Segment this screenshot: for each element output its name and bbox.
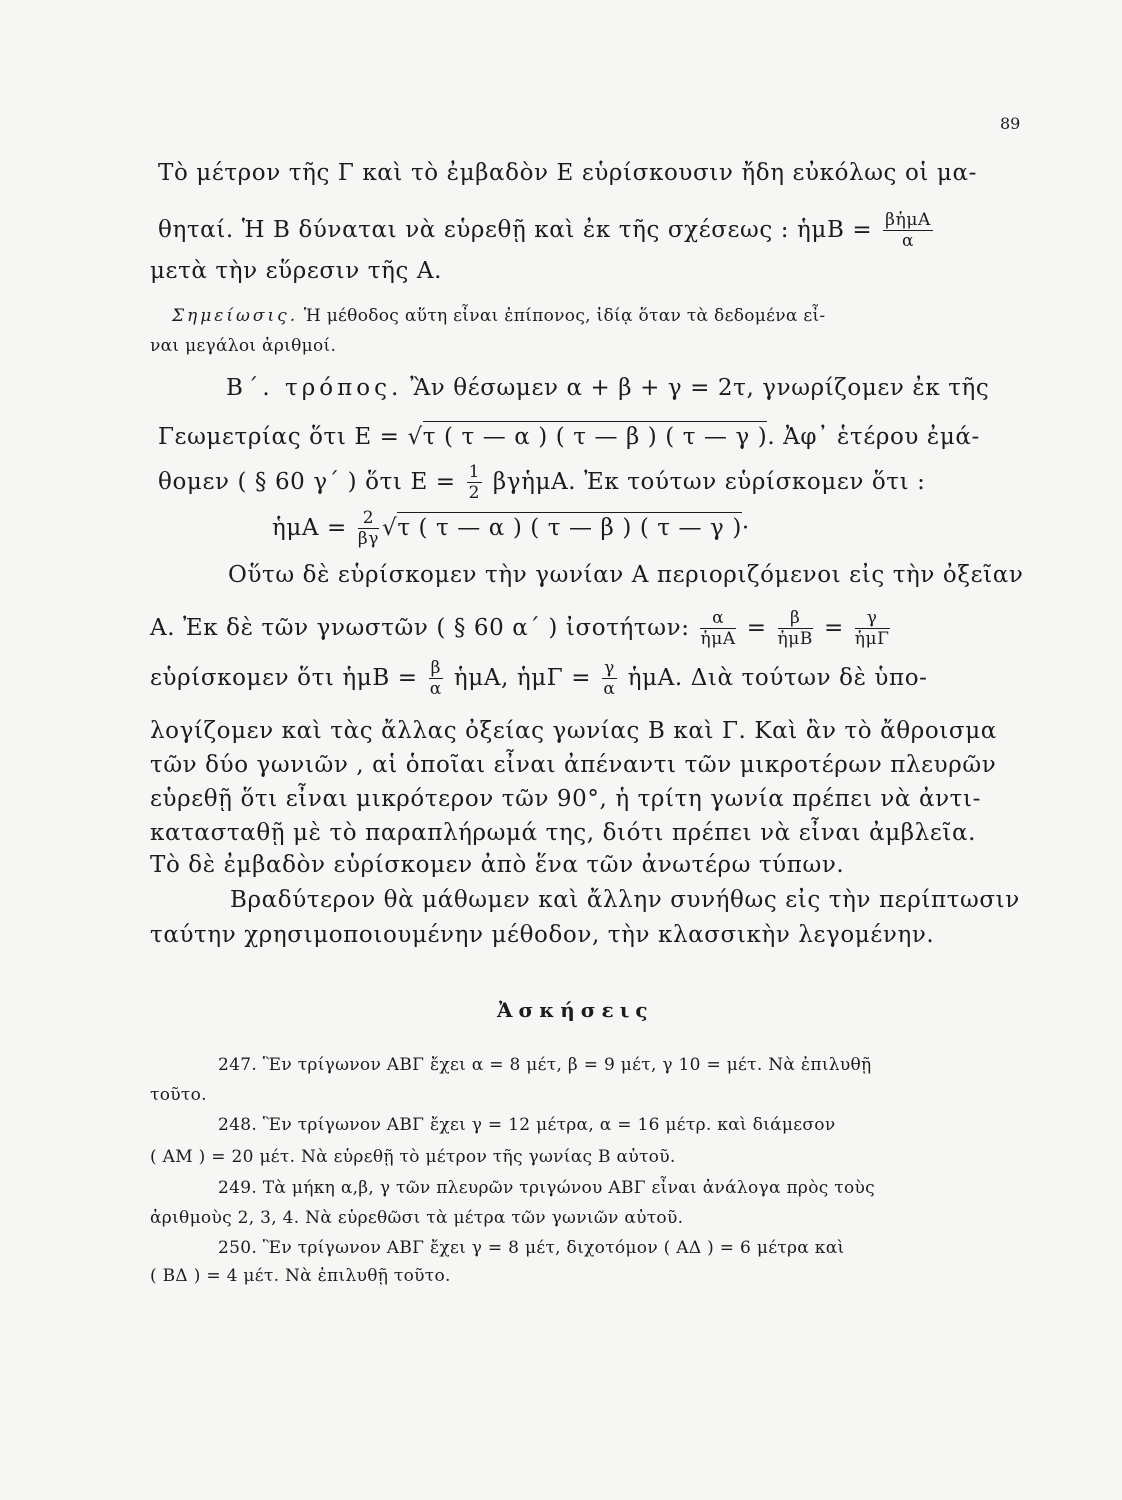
exercise-line: ( ΑΜ ) = 20 μέτ. Νὰ εὑρεθῇ τὸ μέτρον τῆς γωνίας Β αὐτοῦ.: [150, 1147, 676, 1167]
sqrt-icon: √: [407, 424, 423, 450]
exercise-line: ἀριθμοὺς 2, 3, 4. Νὰ εὑρεθῶσι τὰ μέτρα τῶν γωνιῶν αὐτοῦ.: [150, 1208, 684, 1228]
note-line: [172, 306, 825, 326]
text-segment: ·: [741, 515, 750, 541]
text-line: κατασταθῇ μὲ τὸ παραπλήρωμά της, διότι πρέπει νὰ εἶναι ἀμβλεῖα.: [150, 820, 976, 846]
fraction-denominator: α: [429, 679, 442, 699]
text-segment: θομεν ( § 60 γ΄ ) ὅτι Ε =: [158, 469, 456, 495]
exercise-line: 247. Ἓν τρίγωνον ΑΒΓ ἔχει α = 8 μέτ, β = 9 μέτ, γ 10 = μέτ. Νὰ ἐπιλυθῇ: [218, 1055, 872, 1075]
fraction-denominator: ἡμΒ: [777, 629, 814, 649]
text-line: [158, 212, 936, 250]
fraction-numerator: α: [700, 610, 735, 629]
fraction-denominator: α: [902, 231, 915, 251]
text-segment: ἡμΑ =: [272, 515, 347, 541]
text-segment: . Ἀφ᾽ ἑτέρου ἐμά-: [767, 424, 980, 450]
text-segment: εὑρίσκομεν ὅτι ἡμΒ =: [150, 665, 418, 691]
text-line: Οὕτω δὲ εὑρίσκομεν τὴν γωνίαν Α περιοριζόμενοι εἰς τὴν ὀξεῖαν: [228, 562, 1024, 588]
page-number: 89: [1000, 114, 1021, 133]
sqrt-content: τ ( τ — α ) ( τ — β ) ( τ — γ ): [397, 512, 742, 541]
text-line: λογίζομεν καὶ τὰς ἄλλας ὀξείας γωνίας Β καὶ Γ. Καὶ ἂν τὸ ἄθροισμα: [150, 718, 997, 744]
fraction-numerator: γ: [855, 610, 890, 629]
fraction: [358, 510, 379, 548]
exercise-line: τοῦτο.: [150, 1085, 207, 1105]
equals-sign: =: [746, 615, 767, 641]
text-line: [158, 424, 980, 450]
exercise-line: 250. Ἓν τρίγωνον ΑΒΓ ἔχει γ = 8 μέτ, διχοτόμον ( ΑΔ ) = 6 μέτρα καὶ: [218, 1238, 845, 1258]
text-line: [158, 464, 926, 502]
fraction: [700, 610, 735, 648]
text-segment: ἡμΑ, ἡμΓ =: [453, 665, 592, 691]
fraction-numerator: γ: [604, 658, 615, 678]
method-label: Β΄. τρόπος.: [226, 375, 403, 401]
note-line: ναι μεγάλοι ἀριθμοί.: [150, 336, 337, 356]
text-segment: βγἡμΑ. Ἐκ τούτων εὑρίσκομεν ὅτι :: [492, 469, 926, 495]
equals-sign: =: [823, 615, 844, 641]
text-line: Τὸ δὲ ἐμβαδὸν εὑρίσκομεν ἀπὸ ἕνα τῶν ἀνωτέρω τύπων.: [150, 852, 845, 878]
exercise-line: 249. Τὰ μήκη α,β, γ τῶν πλευρῶν τριγώνου ΑΒΓ εἶναι ἀνάλογα πρὸς τοὺς: [218, 1178, 875, 1198]
fraction-numerator: 2: [358, 510, 379, 529]
fraction: [602, 660, 617, 698]
text-line: [150, 660, 928, 698]
fraction-numerator: βἡμΑ: [885, 210, 931, 230]
sqrt-content: τ ( τ — α ) ( τ — β ) ( τ — γ ): [423, 421, 768, 450]
fraction-numerator: 1: [468, 462, 480, 482]
fraction: [855, 610, 890, 648]
fraction-denominator: α: [603, 679, 616, 699]
text-segment: Ἂν θέσωμεν α + β + γ = 2τ, γνωρίζομεν ἐκ τῆς: [410, 375, 990, 401]
fraction: [467, 464, 482, 502]
fraction-denominator: 2: [468, 483, 480, 503]
text-segment: Α. Ἐκ δὲ τῶν γνωστῶν ( § 60 α΄ ) ἰσοτήτων:: [150, 615, 690, 641]
formula-line: [272, 510, 750, 548]
text-line: [226, 375, 989, 401]
sqrt-icon: √: [382, 515, 398, 541]
text-line: εὑρεθῇ ὅτι εἶναι μικρότερον τῶν 90°, ἡ τρίτη γωνία πρέπει νὰ ἀντι-: [150, 786, 981, 812]
fraction-denominator: ἡμΓ: [854, 629, 890, 649]
fraction-numerator: β: [430, 658, 441, 678]
text-segment: Ἡ μέθοδος αὕτη εἶναι ἐπίπονος, ἰδίᾳ ὅταν τὰ δεδομένα εἶ-: [303, 306, 826, 326]
note-label: Σημείωσις.: [172, 306, 299, 326]
text-line: τῶν δύο γωνιῶν , αἱ ὁποῖαι εἶναι ἀπέναντι τῶν μικροτέρων πλευρῶν: [150, 752, 997, 778]
fraction: [778, 610, 814, 648]
fraction-denominator: βγ: [357, 529, 380, 549]
text-line: ταύτην χρησιμοποιουμένην μέθοδον, τὴν κλασσικὴν λεγομένην.: [150, 922, 935, 948]
exercise-line: ( ΒΔ ) = 4 μέτ. Νὰ ἐπιλυθῇ τοῦτο.: [150, 1266, 451, 1286]
fraction-denominator: ἡμΑ: [700, 629, 736, 649]
text-line: [150, 610, 893, 648]
text-line: Βραδύτερον θὰ μάθωμεν καὶ ἄλλην συνήθως εἰς τὴν περίπτωσιν: [230, 887, 1020, 913]
exercise-line: 248. Ἓν τρίγωνον ΑΒΓ ἔχει γ = 12 μέτρα, α = 16 μέτρ. καὶ διάμεσον: [218, 1115, 836, 1135]
fraction: [883, 212, 933, 250]
fraction: [429, 660, 443, 698]
text-line: Τὸ μέτρον τῆς Γ καὶ τὸ ἐμβαδὸν Ε εὑρίσκουσιν ἤδη εὐκόλως οἱ μα-: [158, 160, 977, 186]
fraction-numerator: β: [778, 610, 814, 629]
section-heading: Ἀσκήσεις: [497, 998, 654, 1022]
text-segment: θηταί. Ἡ Β δύναται νὰ εὑρεθῇ καὶ ἐκ τῆς σχέσεως : ἡμΒ =: [158, 217, 873, 243]
text-segment: Γεωμετρίας ὅτι Ε =: [158, 424, 408, 450]
text-segment: ἡμΑ. Διὰ τούτων δὲ ὑπο-: [627, 665, 928, 691]
text-line: μετὰ τὴν εὕρεσιν τῆς Α.: [150, 258, 442, 284]
